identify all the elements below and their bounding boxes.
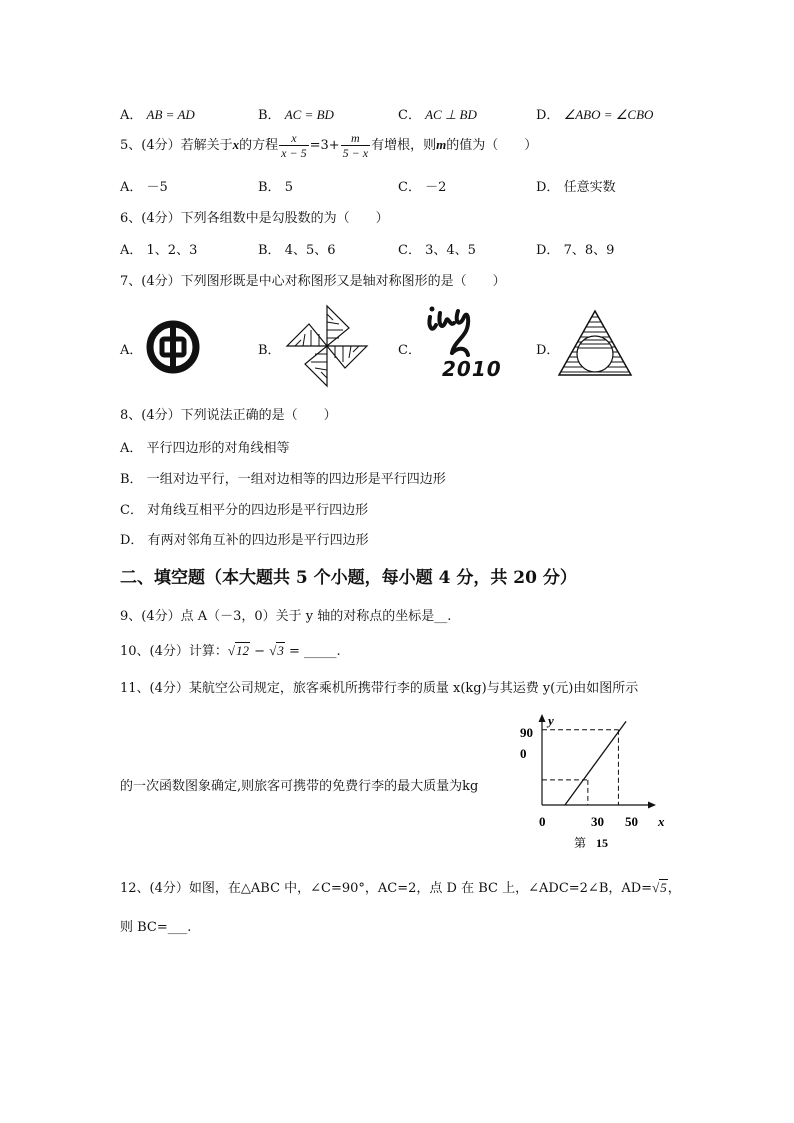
q6-option-c: C． 3、4、5: [398, 243, 476, 258]
pinwheel-icon: [283, 304, 371, 388]
q10-stem: 10、(4分）计算：√12 − √3 = _____.: [120, 643, 341, 659]
q5-option-c: C． －2: [398, 180, 447, 195]
q4-option-d: D． ∠ABO = ∠CBO: [536, 107, 654, 123]
q8-option-a: A． 平行四边形的对角线相等: [120, 441, 290, 456]
expo-2010-logo-icon: 2010: [424, 303, 496, 385]
q5-option-b: B． 5: [258, 180, 293, 195]
q4-option-c: C． AC ⊥ BD: [398, 107, 477, 123]
sqrt-5: √5: [652, 880, 667, 895]
caption-left: 第: [574, 836, 587, 850]
q12-stem-line2: 则 BC=___.: [120, 920, 192, 935]
q4-option-a: A． AB = AD: [120, 107, 195, 123]
x-axis-label: x: [658, 814, 665, 829]
q11-stem-line1: 11、(4分）某航空公司规定，旅客乘机所携带行李的质量 x(kg)与其运费 y(元)由如图所示: [120, 681, 639, 696]
q7-option-a-label: A．: [120, 343, 143, 358]
q7-stem: 7、(4分）下列图形既是中心对称图形又是轴对称图形的是（ ）: [120, 274, 506, 289]
section-2-title: 二、填空题（本大题共 5 个小题，每小题 4 分，共 20 分）: [120, 568, 577, 588]
sqrt-12: √12: [227, 643, 250, 658]
q7-option-c-label: C．: [398, 343, 421, 358]
q7-option-b-label: B．: [258, 343, 281, 358]
q5-fraction-2: $\frac{m}{5 - x}$: [342, 131, 369, 160]
q5-option-a: A． －5: [120, 180, 168, 195]
x-axis-arrow: [648, 802, 656, 809]
q12-stem-line1: 12、(4分）如图，在△ABC 中，∠C=90°，AC=2，点 D 在 BC 上，∠ADC=2∠B，AD=√5，: [120, 880, 681, 896]
x-tick-50: 50: [625, 814, 638, 829]
x-tick-30: 30: [591, 814, 604, 829]
q6-option-a: A． 1、2、3: [120, 243, 198, 258]
sqrt-3: √3: [269, 643, 284, 658]
q8-option-d: D． 有两对邻角互补的四边形是平行四边形: [120, 533, 369, 548]
q5-stem: 5、(4分）若解关于x的方程 $\frac{x}{x - 5}$ =3+ $\frac{m}{5 - x}$ 有增根，则m的值为（ ）: [120, 131, 538, 160]
q6-option-b: B． 4、5、6: [258, 243, 336, 258]
x-tick-0: 0: [539, 814, 546, 829]
q6-stem: 6、(4分）下列各组数中是勾股数的为（ ）: [120, 211, 389, 226]
series-line-0: [565, 721, 626, 805]
q11-graph: [510, 708, 680, 854]
q6-option-d: D． 7、8、9: [536, 243, 615, 258]
q8-option-c: C． 对角线互相平分的四边形是平行四边形: [120, 503, 369, 518]
caption-right: 15: [596, 836, 608, 850]
q9-stem: 9、(4分）点 A（－3，0）关于 y 轴的对称点的坐标是__.: [120, 609, 452, 624]
q4-option-b: B． AC = BD: [258, 107, 334, 123]
q5-fraction-1: $\frac{x}{x - 5}$: [281, 131, 307, 160]
q11-stem-line2: 的一次函数图象确定,则旅客可携带的免费行李的最大质量为kg: [120, 779, 479, 794]
q8-stem: 8、(4分）下列说法正确的是（ ）: [120, 408, 337, 423]
triangle-circle-icon: [557, 309, 633, 377]
y-axis-arrow: [539, 714, 546, 722]
q8-option-b: B． 一组对边平行，一组对边相等的四边形是平行四边形: [120, 472, 446, 487]
q7-option-d-label: D．: [536, 343, 560, 358]
y-tick-90: 90: [520, 725, 533, 740]
y-tick-0: 0: [520, 746, 527, 761]
q5-option-d: D． 任意实数: [536, 180, 616, 195]
bank-of-china-logo-icon: [145, 319, 201, 375]
y-axis-label: y: [548, 713, 554, 728]
